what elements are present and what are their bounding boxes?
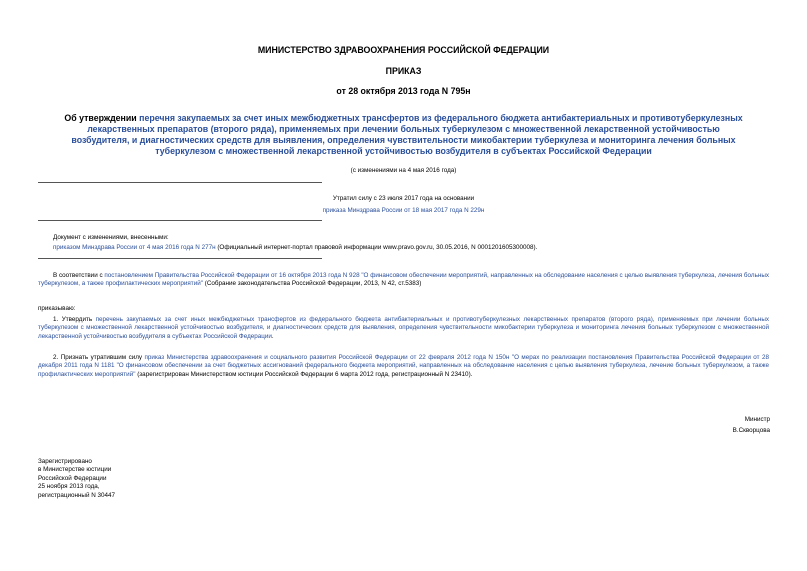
amendments-note: (с изменениями на 4 мая 2016 года) <box>350 167 457 174</box>
title-prefix: Об утверждении <box>64 113 140 123</box>
registration-line: в Министерстве юстиции <box>38 466 112 474</box>
signature-name: В.Скворцова <box>732 427 770 434</box>
changes-line <box>53 244 773 252</box>
document-title <box>60 113 747 157</box>
divider <box>38 220 322 221</box>
preamble-link[interactable]: постановлением Правительства Российской Федерации от 16 октября 2013 года N 928 "О финансовом обеспечении мероприятий, направленных на обследование населения с целью выявления туберкулеза, лечения больных туберкулезом, а также профилактических мероприятий" <box>38 272 770 288</box>
changes-link[interactable]: приказом Минздрава России от 4 мая 2016 года N 277н <box>53 244 216 251</box>
registration-line: регистрационный N 30447 <box>38 491 116 499</box>
order-word: приказываю: <box>38 305 76 312</box>
item-2-link[interactable]: приказ Министерства здравоохранения и социального развития Российской Федерации от 22 февраля 2012 года N 150н "О мерах по реализации постановления Правительства Российской Федерации от 28 декабря 2011 года N 1181 "О финансовом обеспечении за счет бюджетных ассигнований федерального бюджета мероприятий, направленных на обследование населения с целью выявления туберкулеза, лечение больных туберкулезом, а также профилактических мероприятий" <box>38 354 769 378</box>
changes-header: Документ с изменениями, внесенными: <box>53 234 169 241</box>
registration-line: 25 ноября 2013 года, <box>38 483 100 491</box>
item-2-start: 2. Признать утратившим силу <box>53 354 145 361</box>
item-2-end: (зарегистрирован Министерством юстиции Российской Федерации 6 марта 2012 года, регистрационный N 23410). <box>135 370 473 378</box>
preamble-start: В соответствии с <box>53 272 105 279</box>
divider <box>38 182 322 183</box>
date-number: от 28 октября 2013 года N 795н <box>336 86 471 96</box>
registration-line: Зарегистрировано <box>38 458 92 465</box>
item-1-end: . <box>271 332 274 340</box>
changes-rest: (Официальный интернет-портал правовой информации www.pravo.gov.ru, 30.05.2016, N 0001201605300008). <box>215 244 538 251</box>
lost-force-line: Утратил силу с 23 июля 2017 года на основании <box>332 195 475 202</box>
registration-line: Российской Федерации <box>38 474 107 482</box>
registration-block <box>38 458 115 500</box>
item-1-link[interactable]: перечень закупаемых за счет иных межбюджетных трансфертов из федерального бюджета антибактериальных и противотуберкулезных лекарственных препаратов (второго ряда), применяемых при лечении больных туберкулезом с множественной лекарственной устойчивостью возбудителя, и диагностических средств для выявления, определения чувствительности микобактерии туберкулеза и мониторинга лечения больных туберкулезом с множественной лекарственной устойчивостью возбудителя в субъектах Российской Федерации <box>38 316 769 340</box>
item-1 <box>38 316 769 341</box>
doc-type-heading: ПРИКАЗ <box>385 66 422 76</box>
lost-force-link[interactable]: приказа Минздрава России от 18 мая 2017 года N 229н <box>322 207 485 214</box>
title-link[interactable]: перечня закупаемых за счет иных межбюджетных трансфертов из федерального бюджета антибактериальных и противотуберкулезных лекарственных препаратов (второго ряда), применяемых при лечении больных туберкулезом с множественной лекарственной устойчивостью возбудителя, и диагностических средств для выявления, определения чувствительности микобактерии туберкулеза и мониторинга лечения больных туберкулезом с множественной лекарственной устойчивостью возбудителя в субъектах Российской Федерации <box>71 113 743 156</box>
divider <box>38 258 322 259</box>
signature-position: Министр <box>744 416 770 423</box>
preamble-paragraph <box>38 272 769 289</box>
item-1-start: 1. Утвердить <box>53 316 96 323</box>
ministry-heading: МИНИСТЕРСТВО ЗДРАВООХРАНЕНИЯ РОССИЙСКОЙ ФЕДЕРАЦИИ <box>257 45 550 55</box>
preamble-end: (Собрание законодательства Российской Федерации, 2013, N 42, ст.5383) <box>202 280 422 288</box>
item-2 <box>38 354 769 379</box>
